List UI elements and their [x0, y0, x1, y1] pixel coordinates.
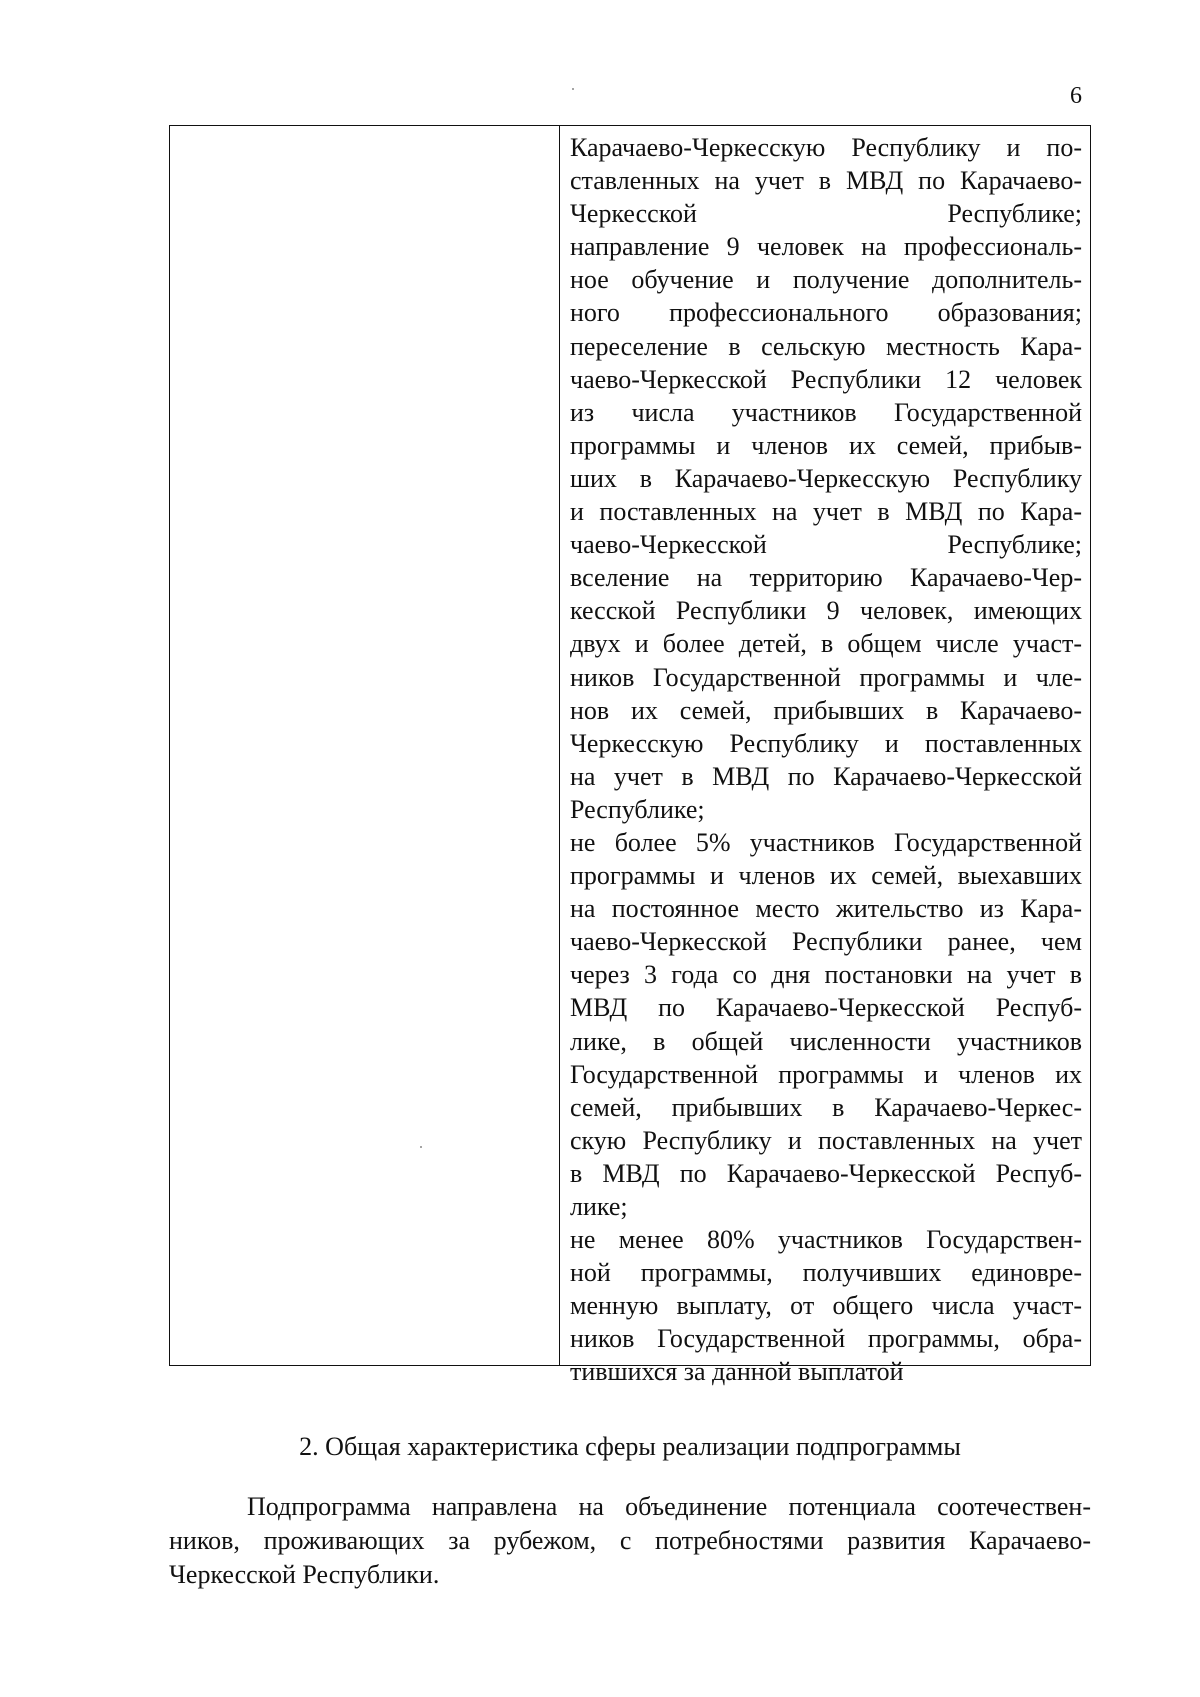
table-cell-text-line: не менее 80% участников Государствен- — [570, 1225, 1082, 1255]
paragraph-text-line: ников, проживающих за рубежом, с потребностями развития Карачаево- — [169, 1526, 1091, 1555]
table-cell-text-line: ного профессионального образования; — [570, 298, 1082, 328]
table-cell-text-line: из числа участников Государственной — [570, 397, 1082, 427]
table-cell-text-line: чаево-Черкесской Республики ранее, чем — [570, 927, 1082, 957]
table-cell-text-line: чаево-Черкесской Республике; — [570, 530, 1082, 560]
table-cell-text-line: двух и более детей, в общем числе участ- — [570, 629, 1082, 659]
table-cell-text-line: МВД по Карачаево-Черкесской Респуб- — [570, 993, 1082, 1023]
scan-speck — [420, 1146, 422, 1148]
table-cell-text-line: кесской Республики 9 человек, имеющих — [570, 596, 1082, 626]
table-cell-text-line: программы и членов их семей, прибыв- — [570, 430, 1082, 460]
table-cell-text-line: на учет в МВД по Карачаево-Черкесской — [570, 761, 1082, 791]
table-cell-text-line: семей, прибывших в Карачаево-Черкес- — [570, 1092, 1082, 1122]
table-cell-text-line: Черкесской Республике; — [570, 199, 1082, 229]
table-cell-text-line: менную выплату, от общего числа участ- — [570, 1291, 1082, 1321]
table-cell-text-line: ников Государственной программы, обра- — [570, 1324, 1082, 1354]
paragraph-text-line: Черкесской Республики. — [169, 1560, 440, 1589]
table-cell-text-line: на постоянное место жительство из Кара- — [570, 894, 1082, 924]
table-cell-text-line: тившихся за данной выплатой — [570, 1357, 904, 1387]
table-cell-text-line: ной программы, получивших единовре- — [570, 1258, 1082, 1288]
table-cell-left-empty — [170, 126, 560, 1365]
table-cell-text-line: чаево-Черкесской Республики 12 человек — [570, 364, 1082, 394]
body-paragraph — [169, 1490, 1091, 1592]
table-cell-text-line: программы и членов их семей, выехавших — [570, 861, 1082, 891]
page-number: 6 — [1070, 83, 1082, 109]
table-cell-text-line: ставленных на учет в МВД по Карачаево- — [570, 166, 1082, 196]
section-heading: 2. Общая характеристика сферы реализации подпрограммы — [299, 1432, 961, 1461]
table-cell-text-line: Черкесскую Республику и поставленных — [570, 728, 1082, 758]
data-table — [169, 125, 1091, 1387]
table-cell-text-line: не более 5% участников Государственной — [570, 827, 1082, 857]
table-cell-text-line: ников Государственной программы и чле- — [570, 662, 1082, 692]
table-cell-text-line: и поставленных на учет в МВД по Кара- — [570, 497, 1082, 527]
table-cell-text-line: через 3 года со дня постановки на учет в — [570, 960, 1082, 990]
table-cell-text-line: вселение на территорию Карачаево-Чер- — [570, 563, 1082, 593]
scan-speck — [572, 88, 574, 90]
table-cell-text-line: ших в Карачаево-Черкесскую Республику — [570, 463, 1082, 493]
table-cell-text-line: Карачаево-Черкесскую Республику и по- — [570, 133, 1082, 162]
table-cell-text-line: нов их семей, прибывших в Карачаево- — [570, 695, 1082, 725]
table-cell-text-line: лике, в общей численности участников — [570, 1026, 1082, 1056]
table-cell-right — [560, 126, 1090, 1387]
table-cell-text-line: ное обучение и получение дополнитель- — [570, 265, 1082, 295]
table-cell-text-line: Государственной программы и членов их — [570, 1059, 1082, 1089]
table-cell-text-line: лике; — [570, 1192, 628, 1221]
paragraph-text-line: Подпрограмма направлена на объединение потенциала соотечествен- — [247, 1492, 1091, 1521]
table-cell-text-line: скую Республику и поставленных на учет — [570, 1125, 1082, 1155]
table-cell-text-line: переселение в сельскую местность Кара- — [570, 331, 1082, 361]
table-cell-text-line: направление 9 человек на профессиональ- — [570, 232, 1082, 262]
table-cell-text-line: в МВД по Карачаево-Черкесской Респуб- — [570, 1158, 1082, 1188]
table-cell-text-line: Республике; — [570, 794, 705, 824]
